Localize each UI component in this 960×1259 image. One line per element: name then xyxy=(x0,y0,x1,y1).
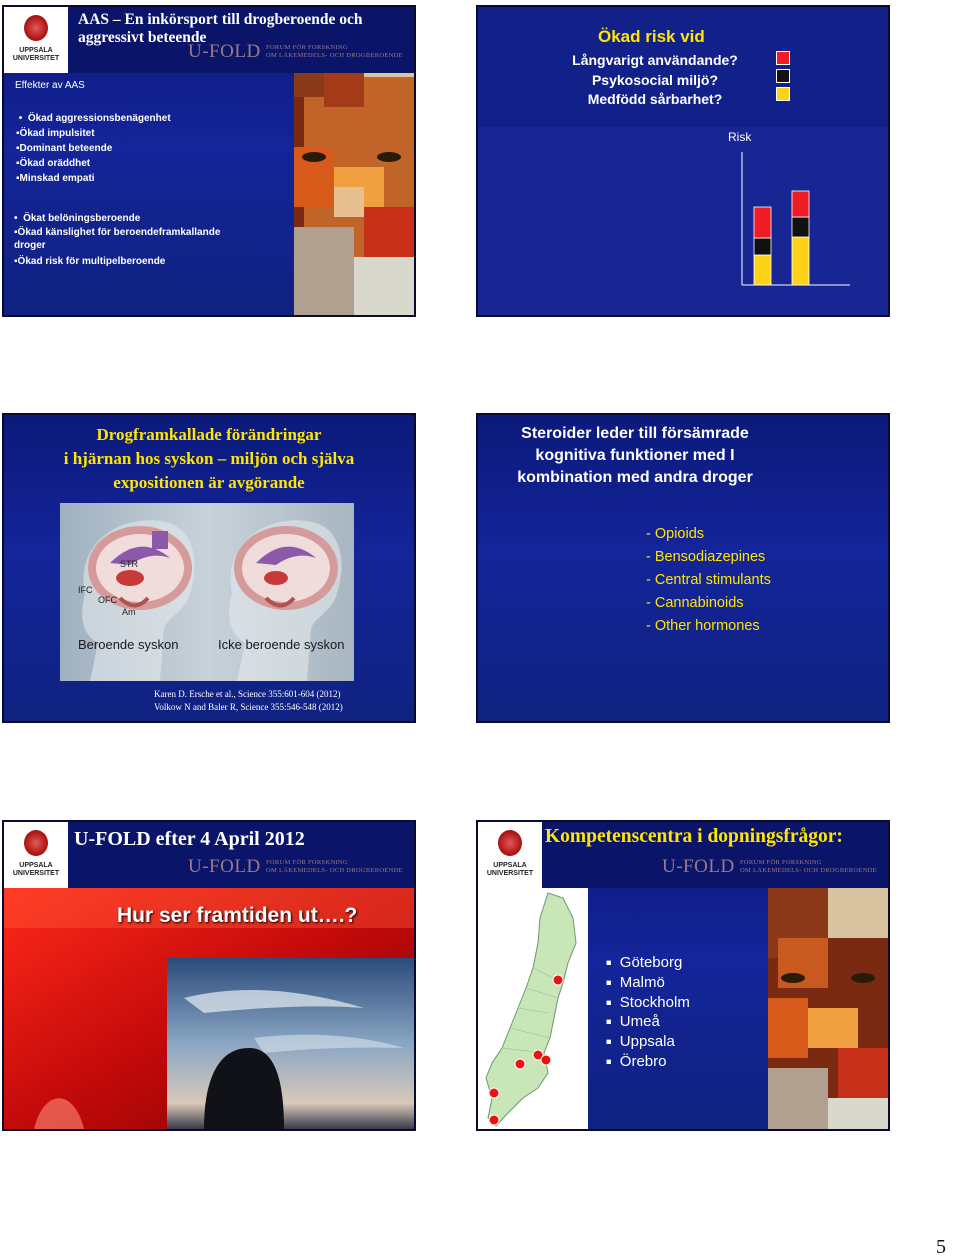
ufold-wordmark: U-FOLD xyxy=(188,41,261,62)
risk-bar-1-segment-3 xyxy=(754,207,771,238)
slide-aas-gateway xyxy=(2,5,416,317)
list-item: ■ Göteborg xyxy=(606,954,683,971)
map-marker-goteborg xyxy=(489,1088,499,1098)
list-item: ▪Dominant beteende xyxy=(16,143,113,154)
brain-illustration xyxy=(60,503,354,681)
risk-chart xyxy=(728,152,858,292)
risk-questions: Långvarigt användande? Psykosocial miljö? Medfödd sårbarhet? xyxy=(572,52,738,107)
list-item: ▪Ökad impulsitet xyxy=(16,128,95,139)
references: Karen D. Ersche et al., Science 355:601-604 (2012) Volkow N and Baler R, Science 355:546-548 (2012) xyxy=(154,689,343,712)
list-item: ■ Stockholm xyxy=(606,993,690,1011)
list-item: ▪Ökad oräddhet xyxy=(16,158,91,169)
university-logo xyxy=(478,822,542,888)
brain-label-str: STR xyxy=(120,559,138,569)
sweden-map xyxy=(478,888,588,1129)
slide-title: Steroider leder till försämrade kognitiva funktioner med I kombination med andra droger xyxy=(517,425,753,486)
list-item: ▪Ökad risk för multipelberoende xyxy=(14,256,166,267)
logo-line2: UNIVERSITET xyxy=(486,870,534,877)
list-item: - Cannabinoids xyxy=(646,595,744,611)
risk-bar-2-segment-3 xyxy=(792,191,809,217)
brain-label-am: Am xyxy=(122,607,136,617)
drug-list xyxy=(646,523,771,638)
logo-line2: UNIVERSITET xyxy=(12,55,60,62)
slide-brain-siblings xyxy=(2,413,416,723)
risk-bar-1-segment-2 xyxy=(754,238,771,255)
list-item: - Bensodiazepines xyxy=(646,549,766,565)
brain-label-ifc: IFC xyxy=(78,585,93,595)
slide-steroids-cognitive xyxy=(476,413,890,723)
caption-non-addicted-sibling: Icke beroende syskon xyxy=(218,637,345,652)
city-list xyxy=(606,953,690,1072)
ufold-forum-text: FORUM FÖR FORSKNING OM LÄKEMEDELS- OCH DROGBEROENDE xyxy=(266,44,403,59)
sidebar-label: Effekter av AAS xyxy=(15,80,85,91)
university-seal-icon xyxy=(498,830,522,856)
slide-increased-risk xyxy=(476,5,890,317)
slide-title: Ökad risk vid xyxy=(598,27,705,46)
map-marker-malmo xyxy=(489,1115,499,1125)
list-item: • Ökat belöningsberoende xyxy=(14,213,141,224)
brain-label-ofc: OFC xyxy=(98,595,117,605)
university-seal-icon xyxy=(24,830,48,856)
list-item: ■ Umeå xyxy=(606,1013,660,1031)
list-item: • Ökad aggressionsbenägenhet xyxy=(16,113,171,124)
ufold-forum-text: FORUM FÖR FORSKNING OM LÄKEMEDELS- OCH DROGBEROENDE xyxy=(266,859,403,874)
slide-title: U-FOLD efter 4 April 2012 xyxy=(74,828,305,850)
logo-line2: UNIVERSITET xyxy=(12,870,60,877)
logo-line1: UPPSALA xyxy=(19,862,53,869)
list-item: ■ Uppsala xyxy=(606,1033,675,1051)
map-marker-stockholm xyxy=(541,1055,551,1065)
university-seal-icon xyxy=(24,15,48,41)
ufold-wordmark: U-FOLD xyxy=(188,856,261,877)
list-item: - Other hormones xyxy=(646,618,760,634)
map-marker-orebro xyxy=(515,1059,525,1069)
page-number: 5 xyxy=(936,1236,946,1258)
university-logo xyxy=(4,822,68,888)
list-item: ▪Minskad empati xyxy=(16,173,95,184)
risk-bar-2-segment-1 xyxy=(792,237,809,285)
legend-swatch-yellow xyxy=(776,87,790,101)
logo-line1: UPPSALA xyxy=(19,47,53,54)
slide-title: AAS – En inkörsport till drogberoende och aggressivt beteende xyxy=(78,11,363,46)
ufold-wordmark: U-FOLD xyxy=(662,856,735,877)
university-logo xyxy=(4,7,68,73)
legend xyxy=(776,51,790,101)
face-artwork-image xyxy=(768,888,888,1129)
slide-title: Kompetenscentra i dopningsfrågor: xyxy=(545,826,843,847)
legend-swatch-red xyxy=(776,51,790,65)
effects-list-1 xyxy=(16,111,171,186)
logo-line1: UPPSALA xyxy=(493,862,527,869)
map-marker-umea xyxy=(553,975,563,985)
risk-axis-label: Risk xyxy=(728,130,752,144)
risk-bar-2-segment-2 xyxy=(792,217,809,237)
risk-bar-1-segment-1 xyxy=(754,255,771,285)
slide-ufold-future xyxy=(2,820,416,1131)
list-item: - Opioids xyxy=(646,526,705,542)
list-item: ▪Ökad känslighet för beroendeframkallande droger xyxy=(14,227,221,251)
slide-title: Drogframkallade förändringar i hjärnan hos syskon – miljön och själva expositionen är avgörande xyxy=(63,425,355,492)
ufold-forum-text: FORUM FÖR FORSKNING OM LÄKEMEDELS- OCH DROGBEROENDE xyxy=(740,859,877,874)
slide-competence-centres xyxy=(476,820,890,1131)
list-item: ■ Malmö xyxy=(606,973,665,991)
caption-addicted-sibling: Beroende syskon xyxy=(78,637,179,652)
legend-swatch-black xyxy=(776,69,790,83)
list-item: - Central stimulants xyxy=(646,572,771,588)
effects-list-2 xyxy=(14,211,246,269)
slide-subtitle: Hur ser framtiden ut….? xyxy=(117,904,358,927)
list-item: ■ Örebro xyxy=(606,1052,667,1070)
